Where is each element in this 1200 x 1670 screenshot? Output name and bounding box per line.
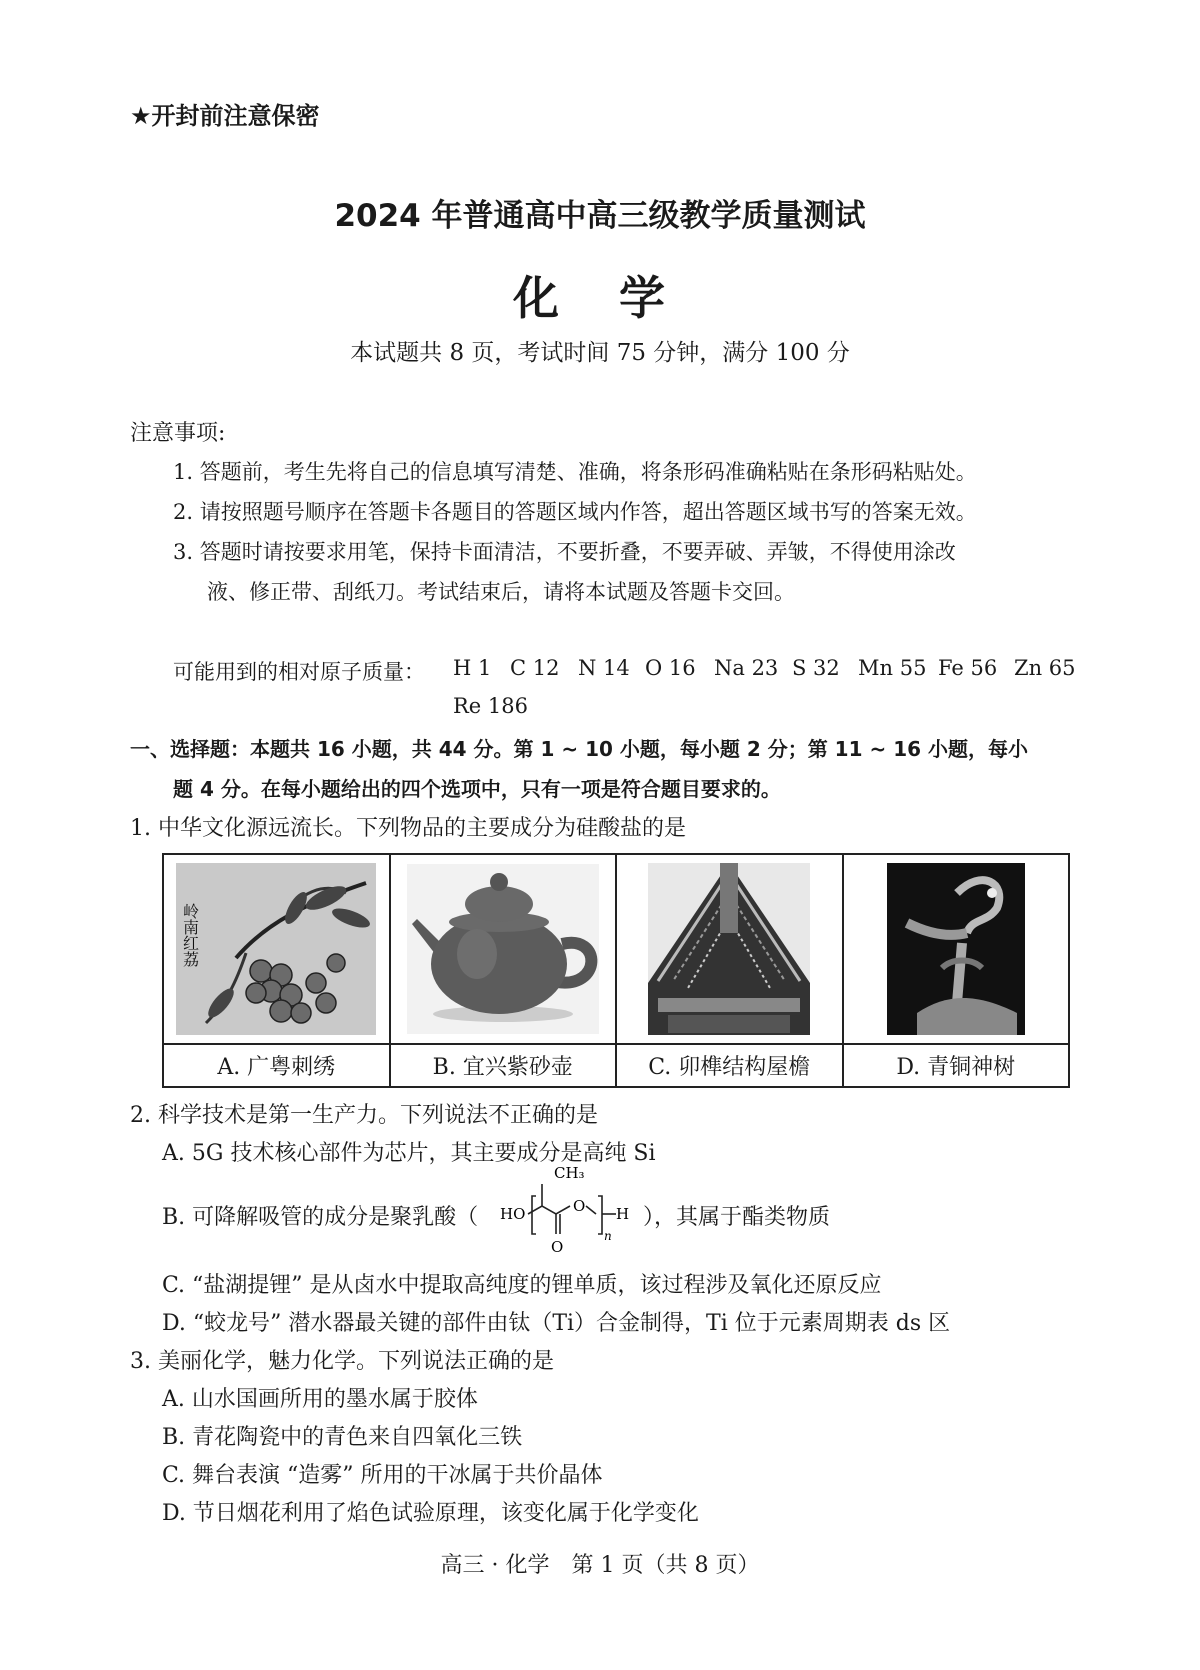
- teapot-image: [407, 864, 599, 1034]
- atomic-mass-label: 可能用到的相对原子质量：: [173, 660, 425, 684]
- notice-item-3-cont: 液、修正带、刮纸刀。考试结束后，请将本试题及答题卡交回。: [207, 580, 795, 604]
- exam-title: 2024 年普通高中高三级教学质量测试: [334, 198, 866, 234]
- formula-ch3: CH₃: [554, 1164, 585, 1182]
- bronze-tree-image: [887, 863, 1025, 1035]
- q1-stem: 1. 中华文化源远流长。下列物品的主要成分为硅酸盐的是: [130, 816, 686, 841]
- subject-title: 化 学: [512, 271, 687, 325]
- notice-heading: 注意事项:: [130, 421, 226, 446]
- q3-option-c: C. 舞台表演 “造雾” 所用的干冰属于共价晶体: [162, 1463, 603, 1488]
- formula-n: n: [604, 1229, 612, 1243]
- q2-option-b-pre: B. 可降解吸管的成分是聚乳酸（: [162, 1205, 479, 1230]
- q1-option-table: [162, 853, 1070, 1088]
- notice-item-2: 2. 请按照题号顺序在答题卡各题目的答题区域内作答，超出答题区域书写的答案无效。: [173, 500, 977, 524]
- exam-info: 本试题共 8 页，考试时间 75 分钟，满分 100 分: [350, 340, 850, 366]
- q1-image-cell-a: [163, 854, 390, 1044]
- q3-option-a: A. 山水国画所用的墨水属于胶体: [162, 1387, 478, 1412]
- q3-stem: 3. 美丽化学，魅力化学。下列说法正确的是: [130, 1349, 554, 1374]
- formula-h: H: [616, 1205, 630, 1223]
- atomic-mass-mn: Mn 55: [858, 656, 927, 680]
- embroidery-title: 岭南红荔: [180, 903, 200, 967]
- q1-image-cell-b: [390, 854, 617, 1044]
- q2-option-c: C. “盐湖提锂” 是从卤水中提取高纯度的锂单质，该过程涉及氧化还原反应: [162, 1273, 882, 1298]
- notice-item-3: 3. 答题时请按要求用笔，保持卡面清洁，不要折叠，不要弄破、弄皱，不得使用涂改: [173, 540, 956, 564]
- section-heading-line2: 题 4 分。在每小题给出的四个选项中，只有一项是符合题目要求的。: [173, 777, 781, 801]
- confidential-note: ★开封前注意保密: [130, 102, 320, 130]
- q2-stem: 2. 科学技术是第一生产力。下列说法不正确的是: [130, 1103, 598, 1128]
- polylactic-acid-formula: [498, 1162, 643, 1258]
- q2-option-a: A. 5G 技术核心部件为芯片，其主要成分是高纯 Si: [162, 1141, 656, 1166]
- q1-option-c: C. 卯榫结构屋檐: [616, 1044, 843, 1087]
- page-footer: 高三 · 化学 第 1 页（共 8 页）: [440, 1553, 760, 1578]
- atomic-mass-zn: Zn 65: [1014, 656, 1076, 680]
- formula-ester-o: O: [573, 1197, 586, 1215]
- q1-option-a: A. 广粤刺绣: [163, 1044, 390, 1087]
- formula-ho: HO: [500, 1205, 526, 1223]
- eave-image: [648, 863, 810, 1035]
- atomic-mass-o: O 16: [645, 656, 696, 680]
- q2-option-d: D. “蛟龙号” 潜水器最关键的部件由钛（Ti）合金制得，Ti 位于元素周期表 ds 区: [162, 1311, 951, 1336]
- q1-image-cell-d: [843, 854, 1070, 1044]
- notice-item-1: 1. 答题前，考生先将自己的信息填写清楚、准确，将条形码准确粘贴在条形码粘贴处。: [173, 460, 977, 484]
- atomic-mass-s: S 32: [792, 656, 840, 680]
- q3-option-d: D. 节日烟花利用了焰色试验原理，该变化属于化学变化: [162, 1501, 699, 1526]
- formula-carbonyl-o: O: [551, 1238, 564, 1256]
- atomic-mass-re: Re 186: [453, 694, 528, 718]
- atomic-mass-n: N 14: [578, 656, 630, 680]
- q3-option-b: B. 青花陶瓷中的青色来自四氧化三铁: [162, 1425, 523, 1450]
- atomic-mass-c: C 12: [510, 656, 560, 680]
- q2-option-b-post: ），其属于酯类物质: [643, 1205, 831, 1230]
- atomic-mass-fe: Fe 56: [938, 656, 998, 680]
- q1-option-d: D. 青铜神树: [843, 1044, 1070, 1087]
- embroidery-image: [176, 863, 376, 1035]
- atomic-mass-na: Na 23: [714, 656, 779, 680]
- section-heading-line1: 一、选择题：本题共 16 小题，共 44 分。第 1 ~ 10 小题，每小题 2 分；第 11 ~ 16 小题，每小: [130, 737, 1028, 761]
- q1-option-b: B. 宜兴紫砂壶: [390, 1044, 617, 1087]
- q1-image-cell-c: [616, 854, 843, 1044]
- atomic-mass-h: H 1: [453, 656, 492, 680]
